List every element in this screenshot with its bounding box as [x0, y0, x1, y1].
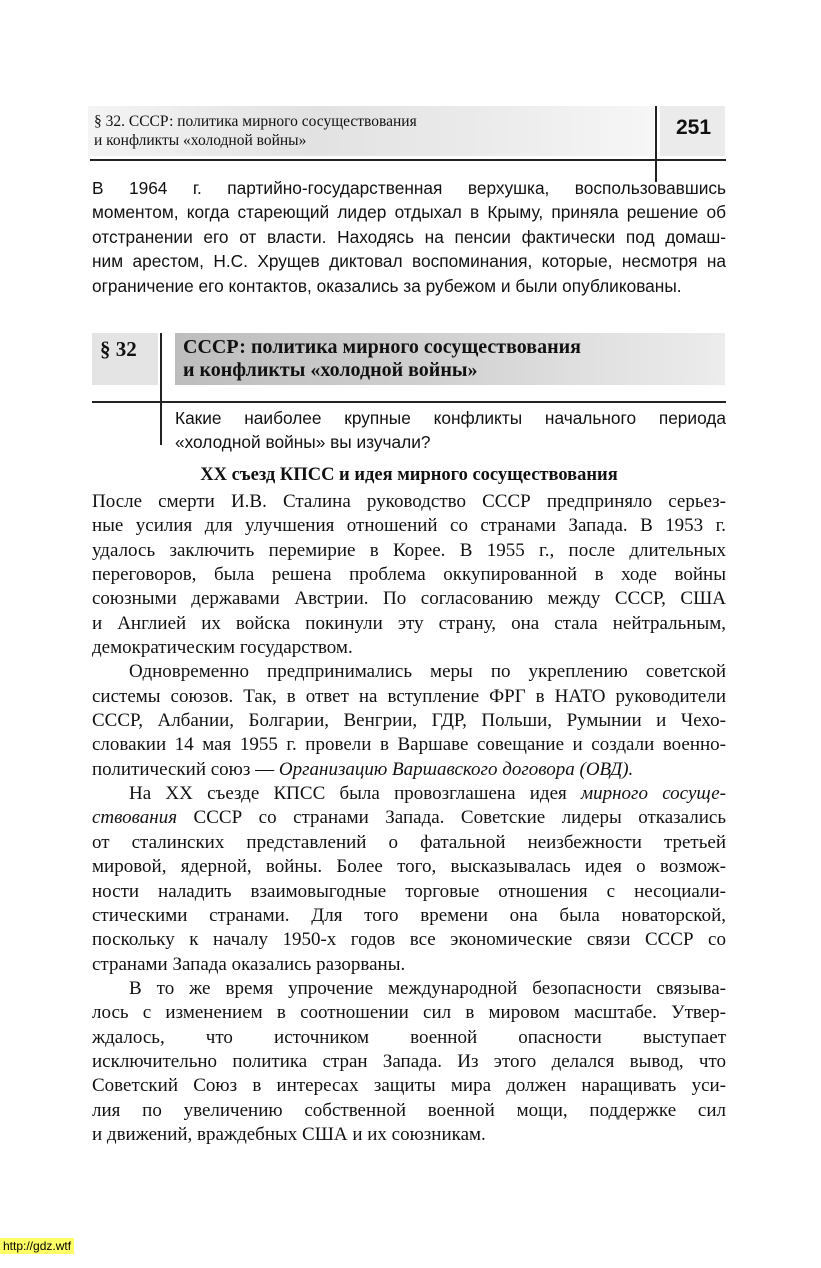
text-line: и движений, враждебных США и их союзникам. — [92, 1123, 486, 1145]
text-line: мировой, ядерной, войны. Более того, высказывалась идея о возмож- — [92, 856, 726, 878]
running-header-line: и конфликты «холодной войны» — [94, 132, 307, 149]
text-line — [92, 758, 726, 782]
text-line: переговоров, была решена проблема оккупированной в ходе войны — [92, 564, 726, 586]
term-peaceful-coexistence: мирного сосуще- — [581, 783, 726, 805]
text-line: После смерти И.В. Сталина руководство СССР предприняло серьез- — [92, 491, 726, 512]
text-line: лия по увеличению собственной военной мощи, поддержке сил — [92, 1099, 726, 1121]
page-number: 251 — [676, 116, 712, 139]
text-line: В то же время упрочение международной безопасности связыва- — [129, 977, 726, 999]
section-divider — [92, 401, 726, 403]
section-title-line: СССР: политика мирного сосуществования — [183, 336, 581, 358]
text-line: исключительно политика стран Запада. Из этого делался вывод, что — [92, 1050, 726, 1072]
text-line: лось с изменением в соотношении сил в мировом масштабе. Утвер- — [92, 1002, 726, 1024]
paragraph — [92, 660, 726, 782]
text-line — [92, 806, 726, 830]
text-line: от сталинских представлений о фатальной неизбежности третьей — [92, 831, 726, 853]
text-line: словакии 14 мая 1955 г. провели в Варшаве совещание и создали военно- — [92, 734, 726, 756]
paragraph — [92, 490, 726, 660]
text-fragment: На XX съезде КПСС была провозглашена идея — [129, 783, 581, 805]
section-question — [175, 406, 726, 455]
text-line: ограничение его контактов, оказались за рубежом и были опубликованы. — [92, 275, 682, 296]
text-line: ные усилия для улучшения отношений со странами Запада. В 1953 г. — [92, 515, 726, 537]
section-divider-vertical — [160, 333, 162, 445]
text-line: странами Запада оказались разорваны. — [92, 953, 406, 975]
running-header-line: § 32. СССР: политика мирного сосуществования — [94, 113, 417, 130]
text-line: «холодной войны» вы изучали? — [175, 432, 431, 453]
header-divider — [90, 159, 726, 161]
footer-link[interactable]: http://gdz.wtf — [0, 1238, 74, 1254]
term-peaceful-coexistence: ствования — [92, 807, 178, 829]
body-text — [92, 490, 726, 1147]
text-line: Советский Союз в интересах защиты мира должен наращивать уси- — [92, 1075, 726, 1097]
text-line: В 1964 г. партийно-государственная верхушка, воспользовавшись — [92, 178, 726, 198]
text-line: отстранении его от власти. Находясь на пенсии фактически под домаш- — [92, 226, 726, 247]
text-line: ности наладить взаимовыгодные торговые отношения с несоциали- — [92, 880, 726, 902]
text-fragment: политический союз — — [92, 758, 279, 780]
text-line: ждалось, что источником военной опасности выступает — [92, 1026, 726, 1048]
paragraph — [92, 782, 726, 977]
text-line: союзными державами Австрии. По согласованию между СССР, США — [92, 588, 726, 610]
text-line: стическими странами. Для того времени она была новаторской, — [92, 904, 726, 926]
paragraph — [92, 977, 726, 1147]
text-line: Какие наиболее крупные конфликты начального периода — [175, 408, 726, 428]
text-line: СССР, Албании, Болгарии, Венгрии, ГДР, Польши, Румынии и Чехо- — [92, 710, 726, 732]
section-number: § 32 — [100, 337, 137, 361]
text-line: демократическим государством. — [92, 637, 353, 659]
text-line: Одновременно предпринимались меры по укреплению советской — [129, 661, 726, 683]
running-header-title — [94, 112, 417, 150]
text-line: системы союзов. Так, в ответ на вступление ФРГ в НАТО руководители — [92, 685, 726, 707]
text-line: ним арестом, Н.С. Хрущев диктовал воспоминания, которые, несмотря на — [92, 251, 726, 272]
section-title-line: и конфликты «холодной войны» — [183, 359, 478, 381]
subheading: XX съезд КПСС и идея мирного сосуществования — [200, 465, 618, 485]
intro-paragraph — [92, 176, 726, 298]
text-fragment: СССР со странами Запада. Советские лидеры отказались — [193, 807, 727, 829]
text-line: поскольку к началу 1950-х годов все экономические связи СССР со — [92, 929, 726, 951]
text-line: и Англией их войска покинули эту страну, она стала нейтральным, — [92, 612, 726, 634]
text-line: удалось заключить перемирие в Корее. В 1955 г., после длительных — [92, 539, 726, 561]
term-ovd: Организацию Варшавского договора (ОВД). — [278, 758, 634, 780]
text-line: моментом, когда стареющий лидер отдыхал в Крыму, приняла решение об — [92, 202, 726, 223]
section-title — [183, 336, 581, 382]
header-divider-vertical — [655, 106, 657, 182]
text-line — [92, 782, 726, 806]
